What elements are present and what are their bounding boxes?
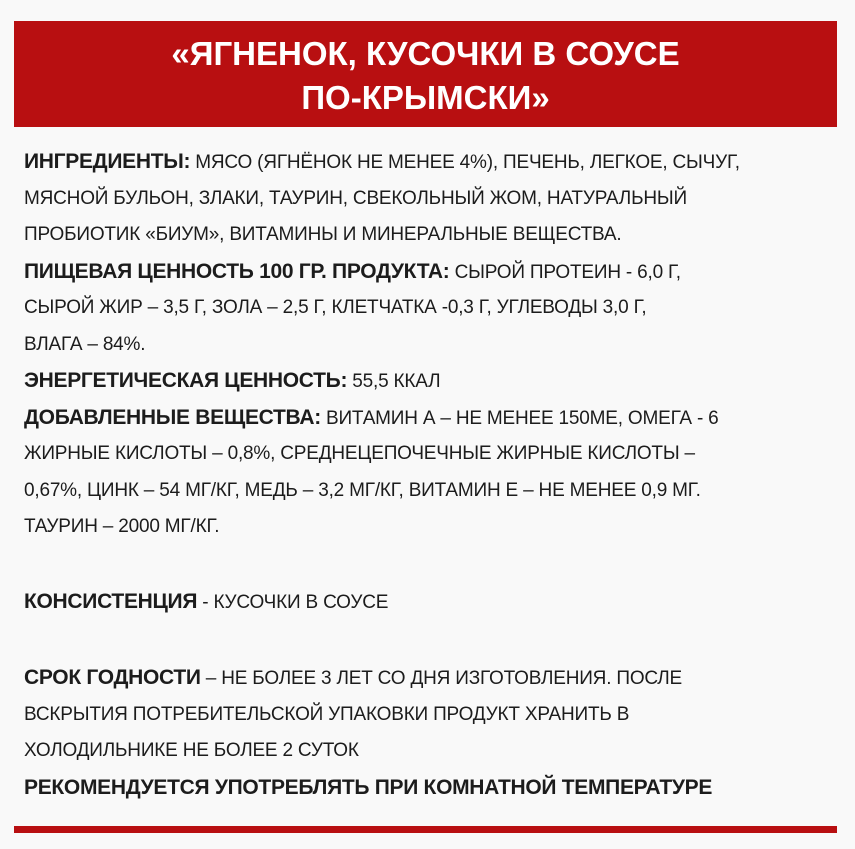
shelf-life-label: СРОК ГОДНОСТИ [24,666,201,689]
spacer [24,546,836,584]
title-line-1: «ЯГНЕНОК, КУСОЧКИ В СОУСЕ [171,35,680,72]
additives-line-4: ТАУРИН – 2000 МГ/КГ. [24,516,220,537]
additives-line-2: ЖИРНЫЕ КИСЛОТЫ – 0,8%, СРЕДНЕЦЕПОЧЕЧНЫЕ ЖИРНЫЕ КИСЛОТЫ – [24,443,695,464]
nutrition-line-3: ВЛАГА – 84%. [24,333,146,355]
shelf-life-line-3: ХОЛОДИЛЬНИКЕ НЕ БОЛЕЕ 2 СУТОК [24,740,359,761]
energy-value: 55,5 ККАЛ [347,371,441,392]
consistency-value: - КУСОЧКИ В СОУСЕ [197,591,389,613]
energy-line [24,363,836,400]
energy-label: ЭНЕРГЕТИЧЕСКАЯ ЦЕННОСТЬ: [24,369,348,392]
footer-divider [14,826,837,833]
additives-line-3: 0,67%, ЦИНК – 54 МГ/КГ, МЕДЬ – 3,2 МГ/КГ, ВИТАМИН Е – НЕ МЕНЕЕ 0,9 МГ. [24,479,701,501]
additives-label: ДОБАВЛЕННЫЕ ВЕЩЕСТВА: [24,405,321,429]
nutrition-line-1 [24,254,836,291]
nutrition-text-1: СЫРОЙ ПРОТЕИН - 6,0 Г, [449,261,681,283]
consistency-line [24,584,836,621]
additives-text-1: ВИТАМИН А – НЕ МЕНЕЕ 150МЕ, ОМЕГА - 6 [320,407,719,429]
shelf-life-line-2: ВСКРЫТИЯ ПОТРЕБИТЕЛЬСКОЙ УПАКОВКИ ПРОДУКТ ХРАНИТЬ В [24,703,630,725]
additives-line-1 [24,400,836,437]
shelf-life-line-1 [24,660,836,697]
product-info [24,144,836,806]
spacer [24,620,836,660]
consistency-label: КОНСИСТЕНЦИЯ [24,589,198,613]
ingredients-line-1 [24,144,836,181]
ingredients-text-1: МЯСО (ЯГНЁНОК НЕ МЕНЕЕ 4%), ПЕЧЕНЬ, ЛЕГКОЕ, СЫЧУГ, [190,152,740,173]
title-banner [14,21,837,127]
nutrition-label: ПИЩЕВАЯ ЦЕННОСТЬ 100 ГР. ПРОДУКТА: [24,259,450,283]
title-line-2: ПО-КРЫМСКИ» [301,79,550,116]
ingredients-line-2: МЯСНОЙ БУЛЬОН, ЗЛАКИ, ТАУРИН, СВЕКОЛЬНЫЙ ЖОМ, НАТУРАЛЬНЫЙ [24,187,687,209]
nutrition-line-2: СЫРОЙ ЖИР – 3,5 Г, ЗОЛА – 2,5 Г, КЛЕТЧАТКА -0,3 Г, УГЛЕВОДЫ 3,0 Г, [24,297,647,318]
recommendation-text: РЕКОМЕНДУЕТСЯ УПОТРЕБЛЯТЬ ПРИ КОМНАТНОЙ ТЕМПЕРАТУРЕ [24,775,713,799]
ingredients-line-3: ПРОБИОТИК «БИУМ», ВИТАМИНЫ И МИНЕРАЛЬНЫЕ ВЕЩЕСТВА. [24,224,622,245]
ingredients-label: ИНГРЕДИЕНТЫ: [24,150,191,173]
shelf-life-text-1: – НЕ БОЛЕЕ 3 ЛЕТ СО ДНЯ ИЗГОТОВЛЕНИЯ. ПОСЛЕ [200,668,683,689]
